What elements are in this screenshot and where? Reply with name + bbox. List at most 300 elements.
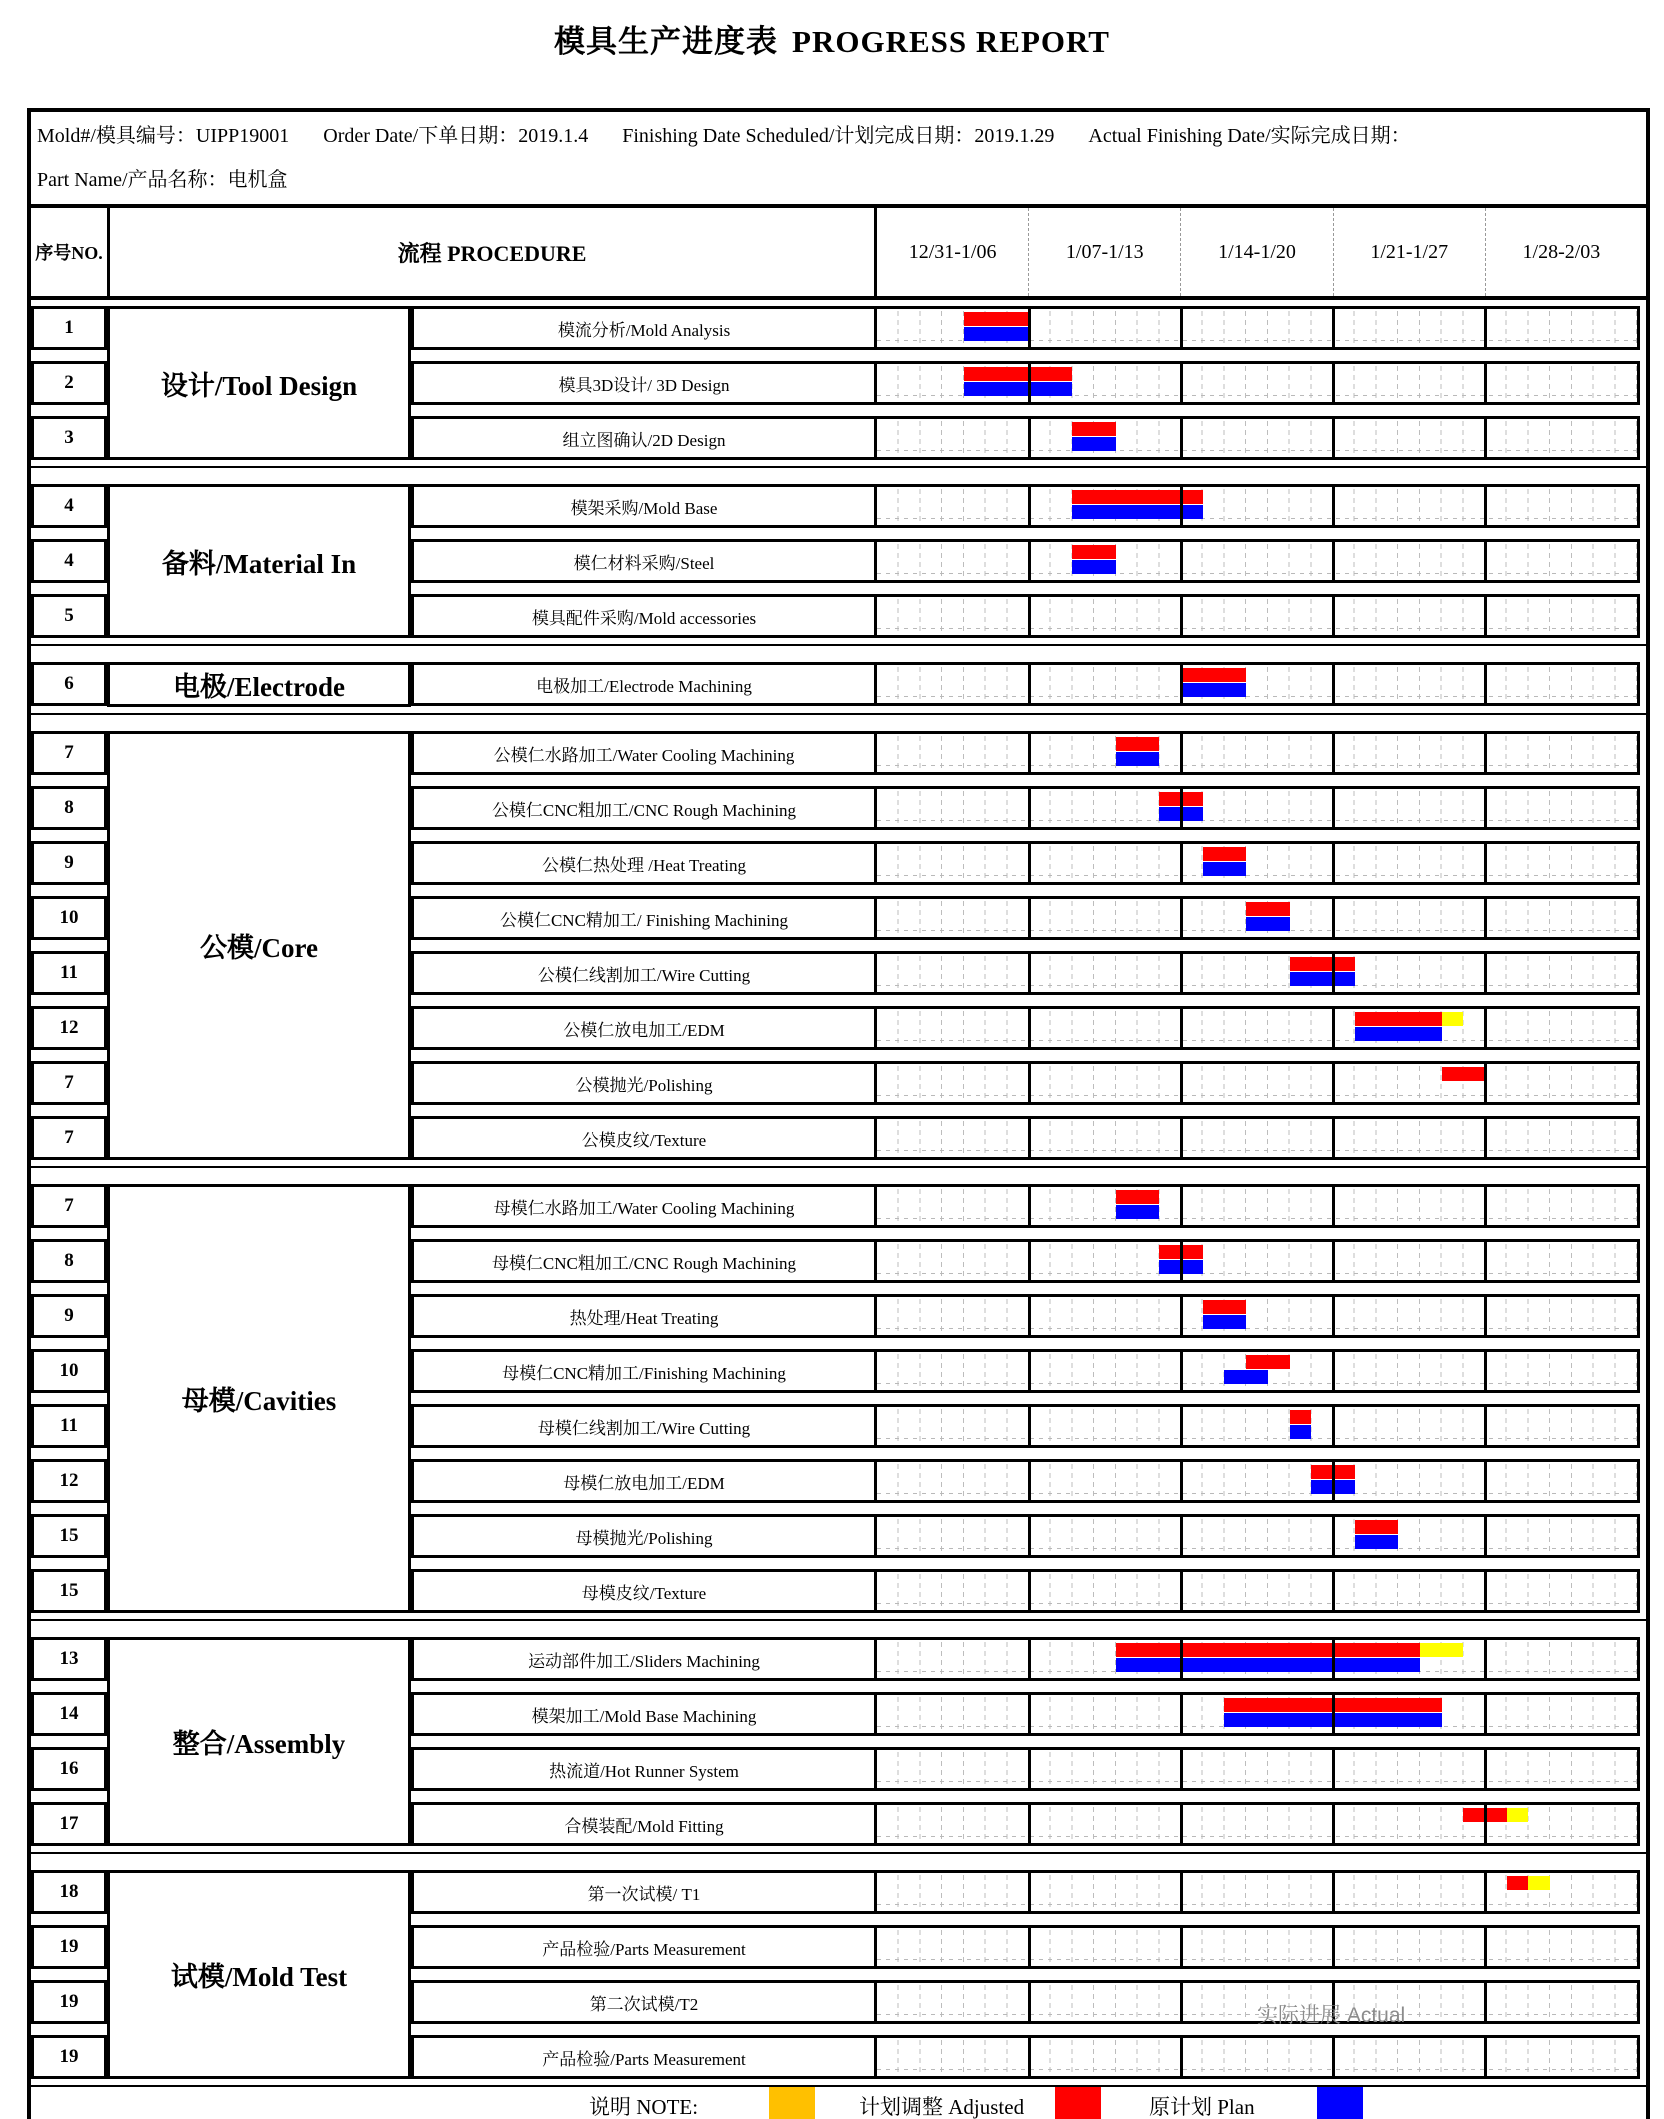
row-number: 7 [31, 1184, 107, 1228]
row-number: 1 [31, 306, 107, 350]
legend-adjusted-label: 计划调整 Adjusted [859, 2095, 1025, 2119]
actual-bar [1116, 752, 1159, 766]
no-column [31, 1864, 107, 2085]
procedure-row [411, 1184, 1640, 1228]
procedure-row [411, 1692, 1640, 1736]
no-column [31, 478, 107, 644]
no-column [31, 1631, 107, 1852]
gantt-cell [877, 1064, 1637, 1102]
week-separator [1180, 789, 1183, 827]
procedure-label: 组立图确认/2D Design [414, 419, 877, 457]
no-column [31, 656, 107, 713]
title-cn: 模具生产进度表 [554, 24, 779, 59]
procedure-label: 母模仁CNC粗加工/CNC Rough Machining [414, 1242, 877, 1280]
week-separator [1484, 1009, 1487, 1047]
section-4 [31, 725, 1646, 1168]
procedure-label: 公模仁热处理 /Heat Treating [414, 844, 877, 882]
row-number: 16 [31, 1747, 107, 1791]
actual-bar [1224, 1370, 1267, 1384]
row-number: 13 [31, 1637, 107, 1681]
week-separator [1484, 1640, 1487, 1678]
order-date-label: Order Date/下单日期： [323, 125, 519, 147]
procedure-row [411, 416, 1640, 460]
procedure-row [411, 1747, 1640, 1791]
group-cell: 试模/Mold Test [107, 1870, 411, 2079]
row-number: 15 [31, 1514, 107, 1558]
week-separator [1180, 1873, 1183, 1911]
procedure-label: 热流道/Hot Runner System [414, 1750, 877, 1788]
procedure-label: 合模装配/Mold Fitting [414, 1805, 877, 1843]
week-separator [1332, 665, 1335, 703]
week-separator [1180, 487, 1183, 525]
plan-bar [1290, 957, 1355, 971]
week-separator [1484, 1750, 1487, 1788]
week-separator [1028, 419, 1031, 457]
plan-bar [1355, 1012, 1442, 1026]
procedure-row [411, 361, 1640, 405]
week-separator [1484, 1407, 1487, 1445]
gantt-cell [877, 1873, 1637, 1911]
row-number: 10 [31, 1349, 107, 1393]
week-separator [1028, 364, 1031, 402]
plan-bar [1072, 545, 1115, 559]
week-separator [1484, 1242, 1487, 1280]
week-separator [1028, 597, 1031, 635]
procedure-row [411, 1980, 1640, 2027]
week-separator [1484, 734, 1487, 772]
procedure-label: 公模仁CNC粗加工/CNC Rough Machining [414, 789, 877, 827]
row-number: 3 [31, 416, 107, 460]
plan-bar [1116, 1643, 1420, 1657]
week-separator [1180, 1805, 1183, 1843]
actual-finish-label: Actual Finishing Date/实际完成日期： [1088, 125, 1411, 147]
week-header-3: 1/14-1/20 [1180, 208, 1332, 296]
gantt-cell [877, 597, 1637, 635]
report-table [27, 108, 1650, 2119]
week-separator [1332, 1928, 1335, 1966]
week-separator [1332, 542, 1335, 580]
info-header [31, 112, 1646, 208]
no-column [31, 1178, 107, 1619]
info-line-2 [37, 158, 1640, 202]
week-separator [1028, 1352, 1031, 1390]
week-separator [1028, 665, 1031, 703]
week-separator [1180, 1297, 1183, 1335]
rows-column [411, 1631, 1640, 1852]
week-separator [1180, 1695, 1183, 1733]
week-separator [1484, 954, 1487, 992]
gantt-cell [877, 665, 1637, 703]
row-number: 11 [31, 1404, 107, 1448]
week-separator [1332, 1119, 1335, 1157]
procedure-label: 产品检验/Parts Measurement [414, 2038, 877, 2076]
gantt-cell [877, 1119, 1637, 1157]
procedure-label: 公模抛光/Polishing [414, 1064, 877, 1102]
week-separator [1180, 597, 1183, 635]
procedure-row [411, 1870, 1640, 1914]
week-separator [1484, 1517, 1487, 1555]
week-separator [1332, 1009, 1335, 1047]
week-separator [1180, 1750, 1183, 1788]
procedure-row [411, 1294, 1640, 1338]
procedure-label: 热处理/Heat Treating [414, 1297, 877, 1335]
week-separator [1484, 844, 1487, 882]
week-separator [1028, 309, 1031, 347]
mold-label: Mold#/模具编号： [37, 125, 196, 147]
part-name-value: 电机盒 [227, 169, 288, 191]
procedure-row [411, 841, 1640, 885]
group-cell: 备料/Material In [107, 484, 411, 638]
procedure-label: 产品检验/Parts Measurement [414, 1928, 877, 1966]
row-number: 15 [31, 1569, 107, 1613]
row-number: 19 [31, 1980, 107, 2024]
actual-bar [1181, 683, 1246, 697]
table-header [31, 208, 1646, 300]
procedure-label: 模具3D设计/ 3D Design [414, 364, 877, 402]
actual-bar [1203, 1315, 1246, 1329]
week-separator [1332, 419, 1335, 457]
procedure-label: 母模仁水路加工/Water Cooling Machining [414, 1187, 877, 1225]
plan-bar [1072, 422, 1115, 436]
gantt-cell [877, 734, 1637, 772]
procedure-row [411, 1802, 1640, 1846]
actual-bar [1203, 862, 1246, 876]
procedure-row [411, 731, 1640, 775]
row-number: 7 [31, 731, 107, 775]
week-separator [1332, 597, 1335, 635]
plan-bar [1246, 1355, 1289, 1369]
week-header-1: 12/31-1/06 [908, 240, 997, 263]
row-number: 17 [31, 1802, 107, 1846]
week-separator [1028, 734, 1031, 772]
procedure-row [411, 539, 1640, 583]
procedure-label: 模架加工/Mold Base Machining [414, 1695, 877, 1733]
section-3 [31, 656, 1646, 715]
row-number: 14 [31, 1692, 107, 1736]
week-separator [1180, 1352, 1183, 1390]
adjusted-bar [1528, 1876, 1550, 1890]
week-separator [1028, 954, 1031, 992]
week-separator [1332, 1064, 1335, 1102]
gantt-body [31, 300, 1646, 2087]
gantt-cell [877, 542, 1637, 580]
week-separator [1028, 1119, 1031, 1157]
week-separator [1484, 364, 1487, 402]
procedure-row [411, 594, 1640, 638]
week-separator [1332, 1517, 1335, 1555]
week-separator [1332, 1640, 1335, 1678]
header-week-columns [877, 208, 1637, 296]
no-column [31, 300, 107, 466]
plan-bar [1116, 1190, 1159, 1204]
rows-column [411, 656, 1640, 713]
legend-row [31, 2087, 1646, 2119]
week-separator [1180, 1983, 1183, 2021]
gantt-cell [877, 487, 1637, 525]
week-separator [1028, 1805, 1031, 1843]
week-separator [1028, 1873, 1031, 1911]
gantt-cell [877, 1805, 1637, 1843]
legend-adjusted-swatch [769, 2087, 815, 2119]
row-number: 8 [31, 786, 107, 830]
page-title [0, 16, 1664, 61]
week-separator [1484, 309, 1487, 347]
procedure-label: 公模仁线割加工/Wire Cutting [414, 954, 877, 992]
week-separator [1028, 844, 1031, 882]
actual-bar [1246, 917, 1289, 931]
row-number: 10 [31, 896, 107, 940]
finish-date-label: Finishing Date Scheduled/计划完成日期： [622, 125, 975, 147]
header-no-cell: 序号NO. [31, 208, 110, 296]
procedure-row [411, 1569, 1640, 1613]
order-date-value: 2019.1.4 [518, 125, 589, 147]
week-separator [1332, 1572, 1335, 1610]
actual-bar [1355, 1535, 1398, 1549]
week-separator [1180, 899, 1183, 937]
week-separator [1028, 1462, 1031, 1500]
procedure-row [411, 2035, 1640, 2079]
week-separator [1180, 1462, 1183, 1500]
group-cell: 母模/Cavities [107, 1184, 411, 1613]
week-separator [1180, 954, 1183, 992]
plan-bar [1116, 737, 1159, 751]
rows-column [411, 300, 1640, 466]
week-separator [1180, 665, 1183, 703]
section-6 [31, 1631, 1646, 1854]
week-separator [1484, 899, 1487, 937]
row-number: 9 [31, 1294, 107, 1338]
week-separator [1180, 734, 1183, 772]
row-number: 5 [31, 594, 107, 638]
week-separator [1180, 1928, 1183, 1966]
actual-bar [1072, 560, 1115, 574]
plan-bar [1246, 902, 1289, 916]
title-en: PROGRESS REPORT [792, 24, 1110, 59]
week-separator [1180, 1517, 1183, 1555]
plan-bar [1203, 847, 1246, 861]
plan-bar [964, 312, 1029, 326]
gantt-cell [877, 1009, 1637, 1047]
procedure-row [411, 1459, 1640, 1503]
gantt-cell [877, 2038, 1637, 2076]
week-separator [1028, 789, 1031, 827]
row-number: 12 [31, 1006, 107, 1050]
procedure-label: 电极加工/Electrode Machining [414, 665, 877, 703]
week-separator [1484, 597, 1487, 635]
rows-column [411, 725, 1640, 1166]
gantt-cell [877, 419, 1637, 457]
row-number: 18 [31, 1870, 107, 1914]
gantt-cell [877, 1407, 1637, 1445]
actual-bar [964, 327, 1029, 341]
week-separator [1484, 487, 1487, 525]
plan-bar [1355, 1520, 1398, 1534]
finish-date-value: 2019.1.29 [974, 125, 1055, 147]
procedure-label: 公模仁水路加工/Water Cooling Machining [414, 734, 877, 772]
procedure-row [411, 1116, 1640, 1160]
actual-bar [1116, 1658, 1420, 1672]
procedure-label: 母模仁放电加工/EDM [414, 1462, 877, 1500]
week-separator [1180, 309, 1183, 347]
week-separator [1332, 899, 1335, 937]
week-header-4: 1/21-1/27 [1333, 208, 1485, 296]
plan-bar [1181, 668, 1246, 682]
week-separator [1028, 1064, 1031, 1102]
actual-bar [1290, 1425, 1312, 1439]
week-separator [1332, 1352, 1335, 1390]
week-separator [1332, 1695, 1335, 1733]
week-header-2: 1/07-1/13 [1028, 208, 1180, 296]
week-separator [1028, 1297, 1031, 1335]
week-separator [1180, 542, 1183, 580]
part-name-label: Part Name/产品名称： [37, 169, 228, 191]
week-separator [1028, 1695, 1031, 1733]
procedure-label: 母模皮纹/Texture [414, 1572, 877, 1610]
gantt-cell [877, 954, 1637, 992]
row-number: 12 [31, 1459, 107, 1503]
gantt-cell [877, 1695, 1637, 1733]
actual-bar [1355, 1027, 1442, 1041]
week-separator [1332, 954, 1335, 992]
legend-note-label: 说明 NOTE: [589, 2095, 699, 2119]
gantt-cell [877, 1572, 1637, 1610]
procedure-row [411, 484, 1640, 528]
procedure-label: 运动部件加工/Sliders Machining [414, 1640, 877, 1678]
week-separator [1484, 1572, 1487, 1610]
week-separator [1028, 1640, 1031, 1678]
plan-bar [1072, 490, 1202, 504]
week-separator [1484, 1119, 1487, 1157]
week-separator [1332, 734, 1335, 772]
week-separator [1332, 2038, 1335, 2076]
week-separator [1180, 1064, 1183, 1102]
procedure-row [411, 896, 1640, 940]
procedure-row [411, 1349, 1640, 1393]
week-separator [1332, 789, 1335, 827]
week-separator [1484, 1873, 1487, 1911]
adjusted-bar [1420, 1643, 1463, 1657]
row-number: 6 [31, 662, 107, 706]
week-separator [1180, 364, 1183, 402]
gantt-cell [877, 1352, 1637, 1390]
week-separator [1180, 844, 1183, 882]
plan-bar [964, 367, 1073, 381]
gantt-cell [877, 1242, 1637, 1280]
week-separator [1332, 309, 1335, 347]
group-cell: 设计/Tool Design [107, 306, 411, 460]
legend-actual-swatch [1317, 2087, 1363, 2119]
week-separator [1484, 1805, 1487, 1843]
actual-bar [1072, 505, 1202, 519]
procedure-label: 第二次试模/T2 [414, 1983, 877, 2021]
rows-column [411, 478, 1640, 644]
procedure-label: 模具配件采购/Mold accessories [414, 597, 877, 635]
week-separator [1484, 1928, 1487, 1966]
row-number: 8 [31, 1239, 107, 1283]
week-separator [1484, 1352, 1487, 1390]
group-cell: 电极/Electrode [107, 662, 411, 707]
gantt-cell [877, 1517, 1637, 1555]
rows-column [411, 1864, 1640, 2085]
week-separator [1332, 1805, 1335, 1843]
week-separator [1180, 2038, 1183, 2076]
procedure-label: 模架采购/Mold Base [414, 487, 877, 525]
week-separator [1484, 1064, 1487, 1102]
week-separator [1028, 1572, 1031, 1610]
week-separator [1028, 1983, 1031, 2021]
gantt-cell [877, 899, 1637, 937]
week-separator [1180, 1640, 1183, 1678]
week-separator [1180, 419, 1183, 457]
adjusted-bar [1507, 1808, 1529, 1822]
procedure-row [411, 786, 1640, 830]
section-2 [31, 478, 1646, 646]
row-number: 2 [31, 361, 107, 405]
week-separator [1028, 1517, 1031, 1555]
week-separator [1484, 419, 1487, 457]
group-cell: 整合/Assembly [107, 1637, 411, 1846]
actual-bar [964, 382, 1073, 396]
week-separator [1484, 1983, 1487, 2021]
procedure-label: 第一次试模/ T1 [414, 1873, 877, 1911]
no-column [31, 725, 107, 1166]
section-7 [31, 1864, 1646, 2087]
procedure-row [411, 1006, 1640, 1050]
week-separator [1332, 1750, 1335, 1788]
gantt-cell [877, 844, 1637, 882]
adjusted-bar [1442, 1012, 1464, 1026]
gantt-cell [877, 1462, 1637, 1500]
gantt-cell [877, 1297, 1637, 1335]
week-separator [1028, 1407, 1031, 1445]
info-line-1 [37, 114, 1640, 158]
gantt-cell [877, 1983, 1637, 2027]
procedure-row [411, 1061, 1640, 1105]
plan-bar [1290, 1410, 1312, 1424]
procedure-row [411, 1925, 1640, 1969]
section-1 [31, 300, 1646, 468]
procedure-row [411, 1239, 1640, 1283]
row-number: 4 [31, 484, 107, 528]
week-separator [1484, 1297, 1487, 1335]
legend-plan-label: 原计划 Plan [1149, 2095, 1255, 2119]
row-number: 4 [31, 539, 107, 583]
week-separator [1028, 899, 1031, 937]
week-separator [1028, 1242, 1031, 1280]
week-separator [1332, 1873, 1335, 1911]
legend-plan-swatch [1055, 2087, 1101, 2119]
week-separator [1332, 1297, 1335, 1335]
actual-bar [1116, 1205, 1159, 1219]
mold-value: UIPP19001 [195, 125, 290, 147]
week-separator [1484, 665, 1487, 703]
week-separator [1180, 1119, 1183, 1157]
actual-progress-note: 实际进展 Actual [1257, 2004, 1406, 2027]
gantt-cell [877, 789, 1637, 827]
week-separator [1028, 1928, 1031, 1966]
week-separator [1180, 1009, 1183, 1047]
row-number: 19 [31, 1925, 107, 1969]
procedure-row [411, 1637, 1640, 1681]
procedure-row [411, 1404, 1640, 1448]
week-separator [1484, 2038, 1487, 2076]
group-cell: 公模/Core [107, 731, 411, 1160]
section-5 [31, 1178, 1646, 1621]
week-separator [1332, 1462, 1335, 1500]
week-separator [1180, 1407, 1183, 1445]
plan-bar [1203, 1300, 1246, 1314]
week-separator [1180, 1187, 1183, 1225]
